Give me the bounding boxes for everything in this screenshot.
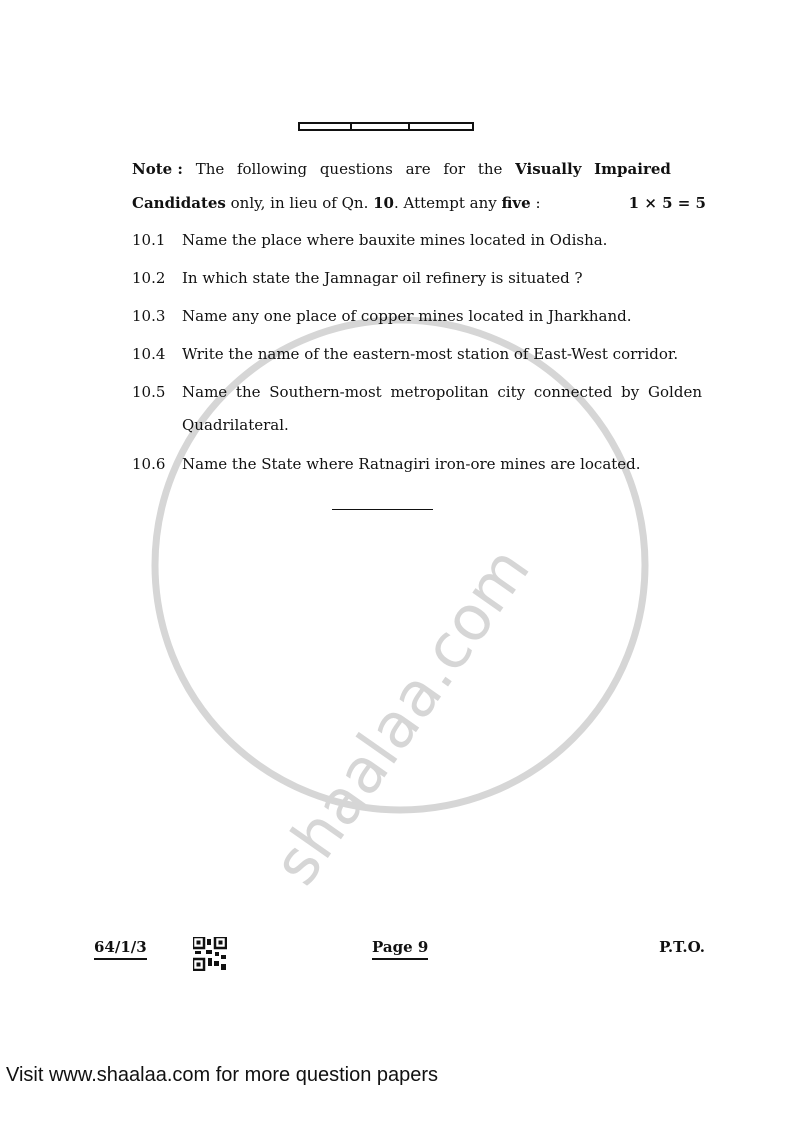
- bold-text: Candidates: [132, 194, 226, 212]
- bottom-banner: Visit www.shaalaa.com for more question papers: [6, 1064, 439, 1086]
- question-number: 10.6: [132, 455, 166, 473]
- word: are: [405, 160, 431, 178]
- word: The: [195, 160, 225, 178]
- page-number: Page 9: [372, 938, 428, 960]
- word: Impaired: [594, 160, 671, 178]
- text: only, in lieu of Qn.: [225, 194, 374, 212]
- marks: 1 × 5 = 5: [628, 194, 706, 212]
- question-number: 10.5: [132, 383, 166, 401]
- paper-code: 64/1/3: [94, 938, 147, 960]
- bold-text: 10: [373, 194, 394, 212]
- qr-code-icon: [193, 937, 227, 971]
- text: :: [530, 194, 541, 212]
- word: for: [443, 160, 466, 178]
- question-text: Name the place where bauxite mines located in Odisha.: [182, 231, 608, 249]
- question-number: 10.1: [132, 231, 166, 249]
- header-box: [408, 122, 474, 131]
- question-number: 10.4: [132, 345, 166, 363]
- note-line-2: [132, 194, 541, 212]
- pto: P.T.O.: [659, 938, 705, 956]
- header-box: [350, 122, 410, 131]
- note-line-1: [132, 160, 671, 178]
- word: the: [477, 160, 503, 178]
- bold-text: five: [501, 194, 531, 212]
- question-text: Name the Southern-most metropolitan city connected by Golden: [182, 383, 702, 401]
- note-label: Note :: [132, 160, 183, 178]
- question-text: Write the name of the eastern-most station of East-West corridor.: [182, 345, 679, 363]
- question-number: 10.3: [132, 307, 166, 325]
- header-box: [298, 122, 352, 131]
- word: following: [236, 160, 308, 178]
- question-number: 10.2: [132, 269, 166, 287]
- word: questions: [319, 160, 393, 178]
- question-text: Name the State where Ratnagiri iron-ore mines are located.: [182, 455, 641, 473]
- end-rule: [332, 509, 433, 510]
- watermark-text: shaalaa.com: [258, 533, 544, 898]
- text: . Attempt any: [394, 194, 502, 212]
- question-text-continued: Quadrilateral.: [182, 416, 289, 434]
- question-text: Name any one place of copper mines located in Jharkhand.: [182, 307, 632, 325]
- word: Visually: [515, 160, 582, 178]
- question-text: In which state the Jamnagar oil refinery is situated ?: [182, 269, 583, 287]
